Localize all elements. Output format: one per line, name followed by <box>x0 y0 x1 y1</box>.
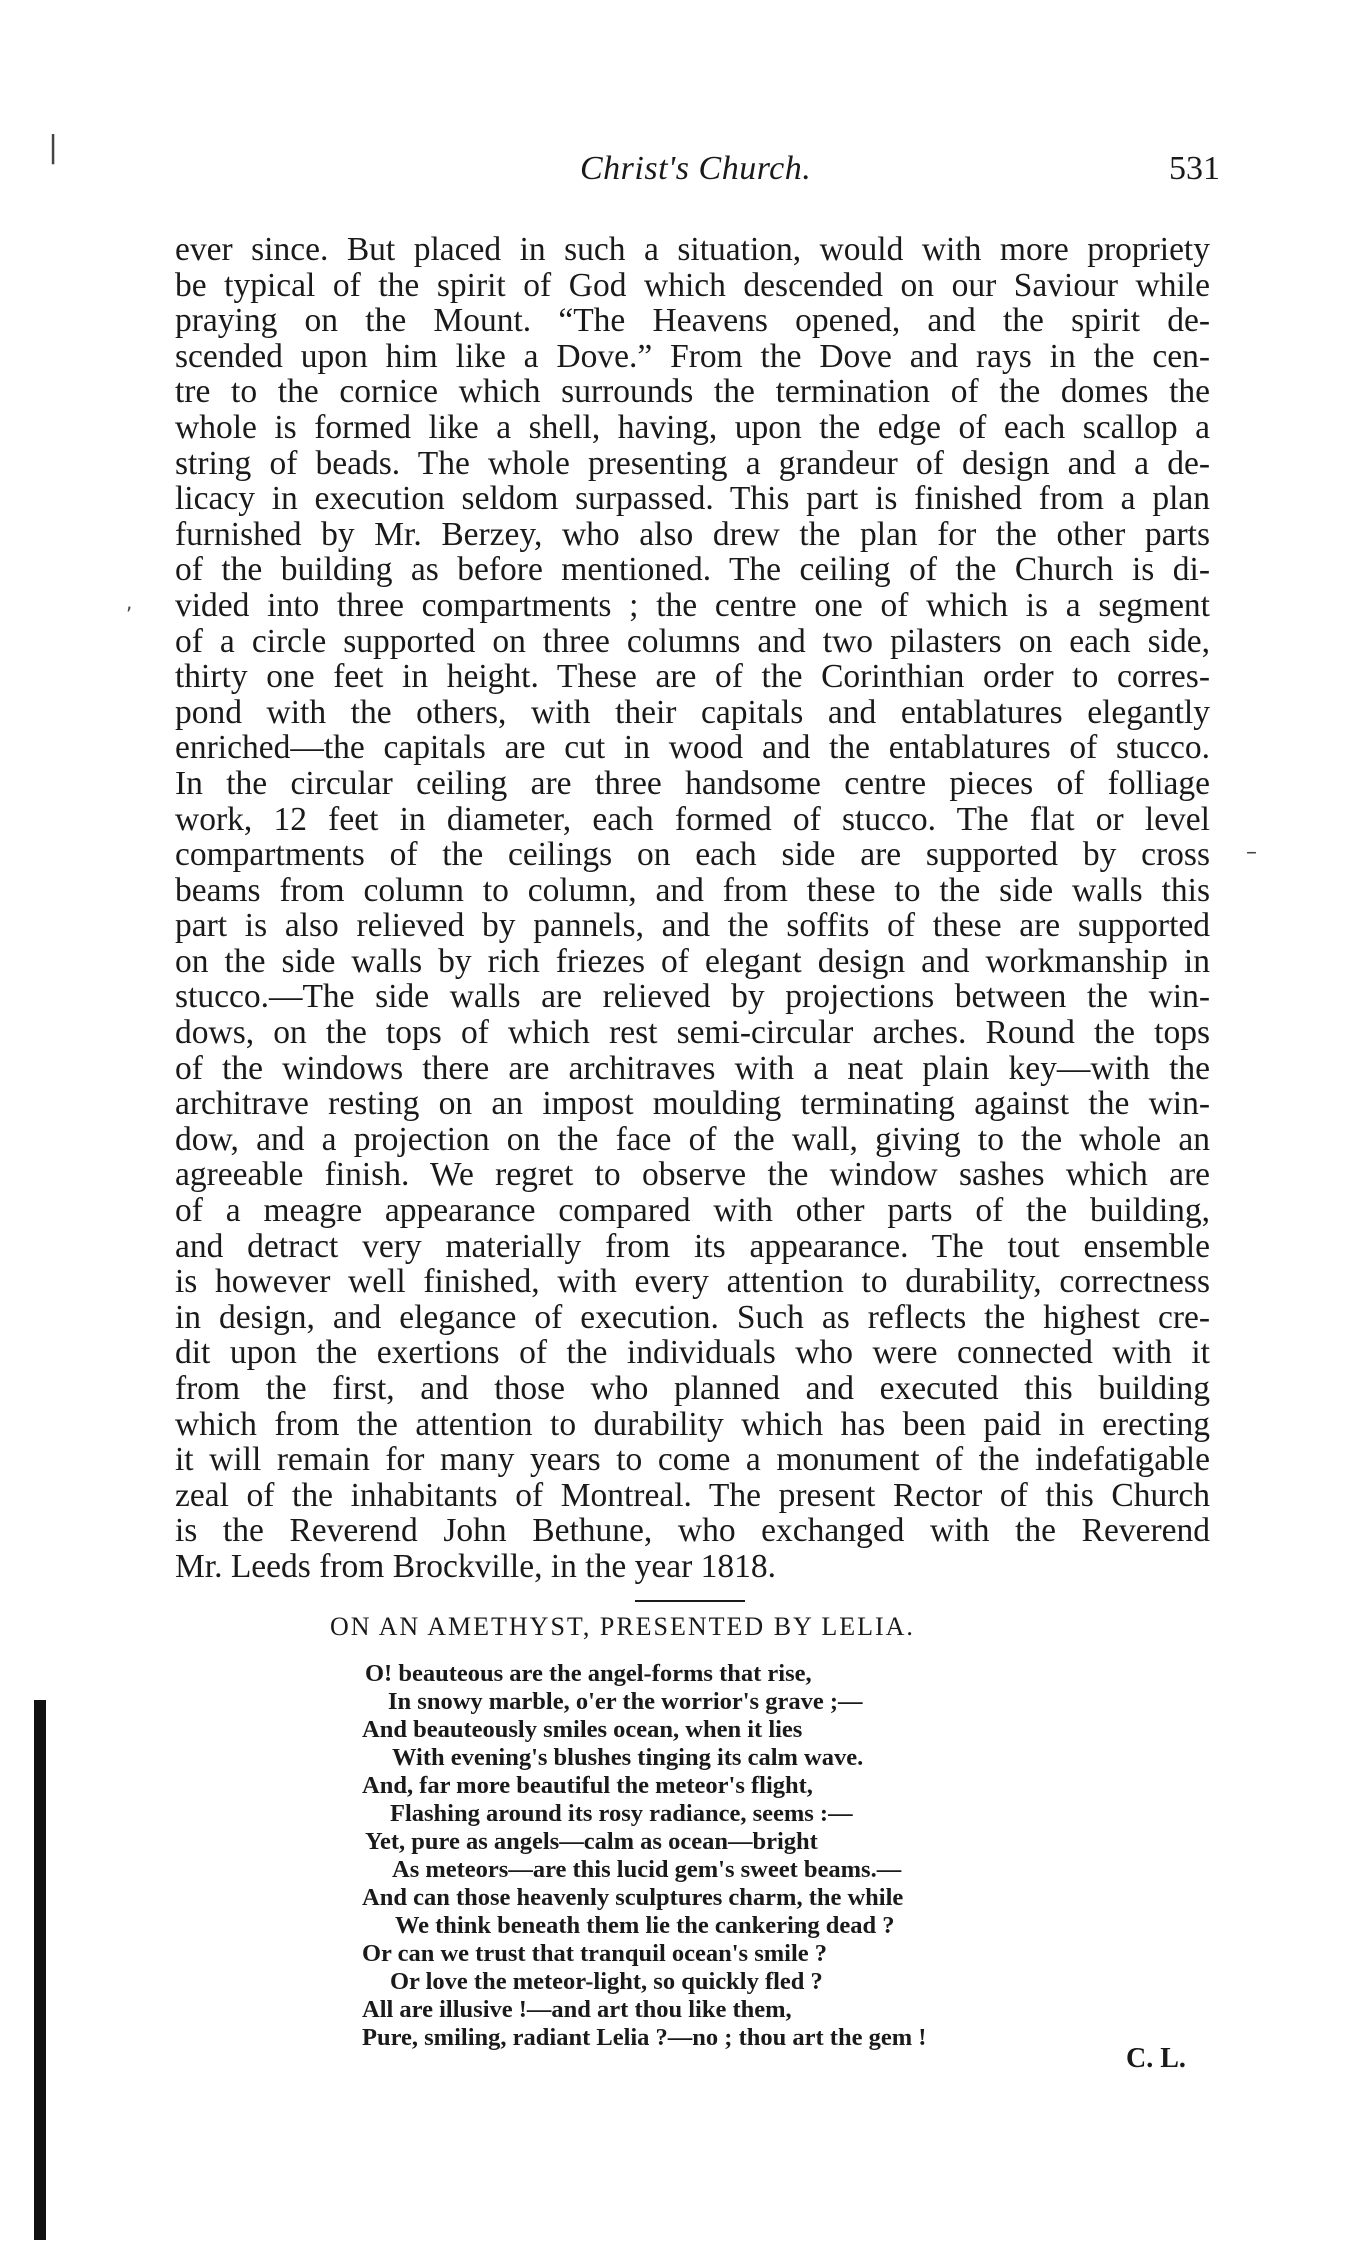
page-header <box>180 150 1220 210</box>
poem-line: And beauteously smiles ocean, when it lies <box>362 1716 803 1743</box>
margin-mark: , <box>126 590 133 614</box>
section-divider <box>635 1600 745 1602</box>
poem-title: ON AN AMETHYST, PRESENTED BY LELIA. <box>330 1612 915 1641</box>
poem-line: And, far more beautiful the meteor's flight, <box>362 1772 813 1799</box>
margin-scan-bar <box>34 1700 46 2240</box>
body-line: is the Reverend John Bethune, who exchanged with the Reverend <box>175 1513 1210 1549</box>
body-line: in design, and elegance of execution. Such as reflects the highest cre- <box>175 1299 1210 1336</box>
poem-line: In snowy marble, o'er the worrior's grave ;— <box>388 1688 863 1715</box>
body-line: beams from column to column, and from these to the side walls this <box>175 872 1210 909</box>
poem-line: As meteors—are this lucid gem's sweet beams.— <box>392 1856 902 1883</box>
body-line: furnished by Mr. Berzey, who also drew the plan for the other parts <box>175 516 1210 553</box>
body-line: of a meagre appearance compared with other parts of the building, <box>175 1193 1210 1229</box>
body-line: it will remain for many years to come a monument of the indefatigable <box>175 1442 1210 1478</box>
body-line: zeal of the inhabitants of Montreal. The present Rector of this Church <box>175 1477 1210 1514</box>
body-line: vided into three compartments ; the centre one of which is a segment <box>175 587 1210 624</box>
margin-mark: | <box>48 130 59 165</box>
body-line: part is also relieved by pannels, and the soffits of these are supported <box>175 908 1210 944</box>
body-line: of the building as before mentioned. The ceiling of the Church is di- <box>175 552 1210 588</box>
poem-line: We think beneath them lie the cankering dead ? <box>395 1912 895 1939</box>
poem-line: O! beauteous are the angel-forms that rise, <box>365 1660 812 1687</box>
body-line: ever since. But placed in such a situation, would with more propriety <box>175 232 1210 268</box>
body-line: architrave resting on an impost moulding terminating against the win- <box>175 1086 1210 1122</box>
poem-line: Pure, smiling, radiant Lelia ?—no ; thou art the gem ! <box>362 2024 927 2051</box>
body-line: thirty one feet in height. These are of the Corinthian order to corres- <box>175 659 1210 695</box>
poem-line: Or can we trust that tranquil ocean's smile ? <box>362 1940 828 1967</box>
poem-signature: C. L. <box>1126 2043 1186 2074</box>
body-line: enriched—the capitals are cut in wood and the entablatures of stucco. <box>175 730 1210 766</box>
poem-line: All are illusive !—and art thou like them, <box>362 1996 792 2023</box>
body-line: In the circular ceiling are three handsome centre pieces of folliage <box>175 765 1210 802</box>
poem-line: With evening's blushes tinging its calm wave. <box>392 1744 864 1771</box>
margin-mark: – <box>1246 840 1257 865</box>
poem-line: And can those heavenly sculptures charm, the while <box>362 1884 904 1911</box>
body-line: Mr. Leeds from Brockville, in the year 1818. <box>175 1548 776 1585</box>
body-line: of the windows there are architraves with a neat plain key—with the <box>175 1050 1210 1087</box>
body-line: from the first, and those who planned and executed this building <box>175 1371 1210 1407</box>
body-line: tre to the cornice which surrounds the termination of the domes the <box>175 374 1210 410</box>
body-line: scended upon him like a Dove.” From the Dove and rays in the cen- <box>175 338 1210 375</box>
body-line: be typical of the spirit of God which descended on our Saviour while <box>175 267 1210 304</box>
poem-line: Flashing around its rosy radiance, seems :— <box>390 1800 853 1827</box>
body-line: agreeable finish. We regret to observe the window sashes which are <box>175 1157 1210 1194</box>
poem-line: Or love the meteor-light, so quickly fled ? <box>390 1968 823 1995</box>
body-line: compartments of the ceilings on each side are supported by cross <box>175 837 1210 873</box>
body-line: is however well finished, with every attention to durability, correctness <box>175 1264 1210 1300</box>
article-body <box>175 232 1210 1585</box>
body-line: praying on the Mount. “The Heavens opened, and the spirit de- <box>175 303 1210 339</box>
body-line: and detract very materially from its appearance. The tout ensemble <box>175 1228 1210 1265</box>
poem-line: Yet, pure as angels—calm as ocean—bright <box>365 1828 818 1855</box>
running-title: Christ's Church. <box>580 150 812 187</box>
body-line: work, 12 feet in diameter, each formed of stucco. The flat or level <box>175 801 1210 838</box>
body-line: dit upon the exertions of the individuals who were connected with it <box>175 1335 1210 1371</box>
body-line: licacy in execution seldom surpassed. This part is finished from a plan <box>175 481 1210 517</box>
body-line: dow, and a projection on the face of the wall, giving to the whole an <box>175 1121 1210 1158</box>
body-line: on the side walls by rich friezes of elegant design and workmanship in <box>175 943 1210 980</box>
body-line: which from the attention to durability which has been paid in erecting <box>175 1406 1210 1443</box>
body-line: dows, on the tops of which rest semi-circular arches. Round the tops <box>175 1015 1210 1051</box>
body-line: string of beads. The whole presenting a grandeur of design and a de- <box>175 445 1210 482</box>
page-number: 531 <box>1169 150 1220 187</box>
body-line: pond with the others, with their capitals and entablatures elegantly <box>175 694 1210 731</box>
body-line: stucco.—The side walls are relieved by projections between the win- <box>175 979 1210 1016</box>
body-line: whole is formed like a shell, having, upon the edge of each scallop a <box>175 409 1210 446</box>
body-line: of a circle supported on three columns and two pilasters on each side, <box>175 623 1210 660</box>
